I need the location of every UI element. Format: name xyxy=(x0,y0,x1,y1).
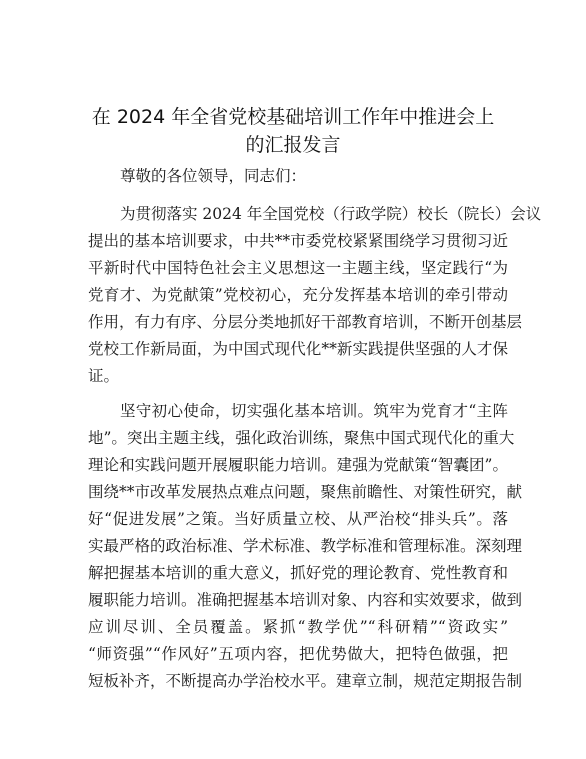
paragraph-1-line: 证。 xyxy=(88,367,120,385)
paragraph-2-line: 坚守初心使命，切实强化基本培训。筑牢为党育才“主阵 xyxy=(120,402,508,420)
salutation: 尊敬的各位领导，同志们： xyxy=(120,167,307,185)
paragraph-1-line: 为贯彻落实 2024 年全国党校（行政学院）校长（院长）会议 xyxy=(120,205,542,223)
document-title-line-1: 在 2024 年全省党校基础培训工作年中推进会上 xyxy=(91,106,495,128)
paragraph-2-line: 解把握基本培训的重大意义，抓好党的理论教育、党性教育和 xyxy=(88,564,508,582)
paragraph-2-line: 应训尽训、全员覆盖。紧抓“教学优”“科研精”“资政实” xyxy=(88,618,508,636)
paragraph-2-line: 理论和实践问题开展履职能力培训。建强为党献策“智囊团”。 xyxy=(88,456,508,474)
paragraph-2-line: 围绕**市改革发展热点难点问题，聚焦前瞻性、对策性研究，献 xyxy=(88,483,523,501)
paragraph-1-line: 提出的基本培训要求，中共**市委党校紧紧围绕学习贯彻习近 xyxy=(88,232,508,250)
paragraph-1-line: 平新时代中国特色社会主义思想这一主题主线，坚定践行“为 xyxy=(88,259,508,277)
paragraph-1-line: 党校工作新局面，为中国式现代化**新实践提供坚强的人才保 xyxy=(88,340,508,358)
document-title-line-2: 的汇报发言 xyxy=(245,134,341,156)
paragraph-2-line: 履职能力培训。准确把握基本培训对象、内容和实效要求，做到 xyxy=(88,591,523,609)
paragraph-2-line: 好“促进发展”之策。当好质量立校、从严治校“排头兵”。落 xyxy=(88,510,508,528)
paragraph-2-line: 实最严格的政治标准、学术标准、教学标准和管理标准。深刻理 xyxy=(88,537,523,555)
paragraph-2-line: “师资强”“作风好”五项内容，把优势做大，把特色做强，把 xyxy=(88,645,508,663)
paragraph-1-line: 党育才、为党献策”党校初心，充分发挥基本培训的牵引带动 xyxy=(88,286,508,304)
paragraph-2-line: 地”。突出主题主线，强化政治训练，聚焦中国式现代化的重大 xyxy=(88,429,515,447)
paragraph-1-line: 作用，有力有序、分层分类地抓好干部教育培训，不断开创基层 xyxy=(88,313,523,331)
paragraph-2-line: 短板补齐，不断提高办学治校水平。建章立制，规范定期报告制 xyxy=(88,672,523,690)
